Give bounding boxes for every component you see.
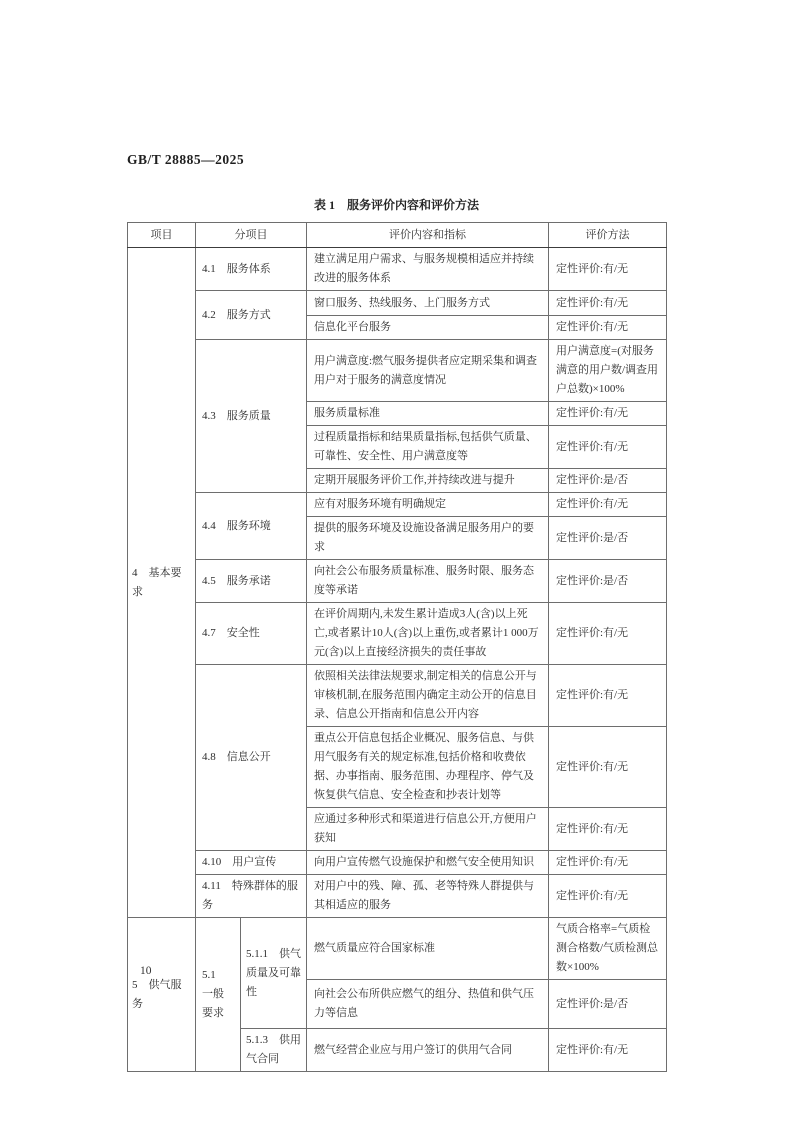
table-row <box>128 851 667 875</box>
table-title: 表 1 服务评价内容和评价方法 <box>313 198 479 212</box>
method-cell: 定性评价:有/无 <box>549 603 667 665</box>
content-cell: 提供的服务环境及设施设备满足服务用户的要求 <box>307 517 549 560</box>
col-header-sub-item: 分项目 <box>196 223 307 248</box>
content-cell: 向用户宣传燃气设施保护和燃气安全使用知识 <box>307 851 549 875</box>
method-cell: 定性评价:有/无 <box>549 248 667 291</box>
content-cell: 应有对服务环境有明确规定 <box>307 493 549 517</box>
method-cell: 定性评价:是/否 <box>549 469 667 493</box>
method-cell: 定性评价:是/否 <box>549 560 667 603</box>
table-row <box>128 340 667 402</box>
method-cell: 定性评价:有/无 <box>549 316 667 340</box>
content-cell: 应通过多种形式和渠道进行信息公开,方便用户获知 <box>307 808 549 851</box>
sub-item-cell: 5.1 一般要求 <box>196 918 241 1072</box>
content-cell: 服务质量标准 <box>307 402 549 426</box>
content-cell: 定期开展服务评价工作,并持续改进与提升 <box>307 469 549 493</box>
sub-item-cell: 4.2 服务方式 <box>196 291 307 340</box>
sub-item-cell: 4.3 服务质量 <box>196 340 307 493</box>
table-row <box>128 493 667 517</box>
col-header-method: 评价方法 <box>549 223 667 248</box>
method-cell: 定性评价:有/无 <box>549 1029 667 1072</box>
sub-item-cell: 4.11 特殊群体的服务 <box>196 875 307 918</box>
table-row <box>128 603 667 665</box>
sub-item-cell: 4.4 服务环境 <box>196 493 307 560</box>
sub-item-cell: 4.1 服务体系 <box>196 248 307 291</box>
method-cell: 气质合格率=气质检测合格数/气质检测总数×100% <box>549 918 667 980</box>
col-header-item: 项目 <box>128 223 196 248</box>
content-cell: 向社会公布所供应燃气的组分、热值和供气压力等信息 <box>307 980 549 1029</box>
sub-item-cell: 4.8 信息公开 <box>196 665 307 851</box>
content-cell: 用户满意度:燃气服务提供者应定期采集和调查用户对于服务的满意度情况 <box>307 340 549 402</box>
item-cell: 5 供气服务 <box>128 918 196 1072</box>
table-row <box>128 248 667 291</box>
method-cell: 定性评价:有/无 <box>549 875 667 918</box>
table-row <box>128 560 667 603</box>
method-cell: 定性评价:有/无 <box>549 493 667 517</box>
content-cell: 建立满足用户需求、与服务规模相适应并持续改进的服务体系 <box>307 248 549 291</box>
table-wrap <box>127 222 666 1072</box>
sub-item-cell: 4.7 安全性 <box>196 603 307 665</box>
table-row <box>128 291 667 316</box>
method-cell: 定性评价:有/无 <box>549 402 667 426</box>
content-cell: 过程质量指标和结果质量指标,包括供气质量、可靠性、安全性、用户满意度等 <box>307 426 549 469</box>
header-row <box>128 223 667 248</box>
content-cell: 信息化平台服务 <box>307 316 549 340</box>
method-cell: 定性评价:是/否 <box>549 980 667 1029</box>
table-row <box>128 875 667 918</box>
method-cell: 定性评价:有/无 <box>549 727 667 808</box>
evaluation-table <box>127 222 667 1072</box>
content-cell: 燃气质量应符合国家标准 <box>307 918 549 980</box>
method-cell: 定性评价:是/否 <box>549 517 667 560</box>
col-header-content: 评价内容和指标 <box>307 223 549 248</box>
method-cell: 定性评价:有/无 <box>549 426 667 469</box>
content-cell: 对用户中的残、障、孤、老等特殊人群提供与其相适应的服务 <box>307 875 549 918</box>
method-cell: 用户满意度=(对服务满意的用户数/调查用户总数)×100% <box>549 340 667 402</box>
method-cell: 定性评价:有/无 <box>549 851 667 875</box>
method-cell: 定性评价:有/无 <box>549 808 667 851</box>
content-cell: 在评价周期内,未发生累计造成3人(含)以上死亡,或者累计10人(含)以上重伤,或者累计1 000万元(含)以上直接经济损失的责任事故 <box>307 603 549 665</box>
method-cell: 定性评价:有/无 <box>549 291 667 316</box>
page-number: 10 <box>140 965 152 977</box>
content-cell: 燃气经营企业应与用户签订的供用气合同 <box>307 1029 549 1072</box>
sub-item-cell: 4.5 服务承诺 <box>196 560 307 603</box>
content-cell: 依照相关法律法规要求,制定相关的信息公开与审核机制,在服务范围内确定主动公开的信息目录、信息公开指南和信息公开内容 <box>307 665 549 727</box>
sub-sub-item-cell: 5.1.1 供气质量及可靠性 <box>241 918 307 1029</box>
method-cell: 定性评价:有/无 <box>549 665 667 727</box>
content-cell: 窗口服务、热线服务、上门服务方式 <box>307 291 549 316</box>
content-cell: 向社会公布服务质量标准、服务时限、服务态度等承诺 <box>307 560 549 603</box>
content-cell: 重点公开信息包括企业概况、服务信息、与供用气服务有关的规定标准,包括价格和收费依据、办事指南、服务范围、办理程序、停气及恢复供气信息、安全检查和抄表计划等 <box>307 727 549 808</box>
doc-code: GB/T 28885—2025 <box>127 152 245 167</box>
table-row <box>128 918 667 980</box>
sub-item-cell: 4.10 用户宣传 <box>196 851 307 875</box>
item-cell: 4 基本要求 <box>128 248 196 918</box>
sub-sub-item-cell: 5.1.3 供用气合同 <box>241 1029 307 1072</box>
table-row <box>128 665 667 727</box>
